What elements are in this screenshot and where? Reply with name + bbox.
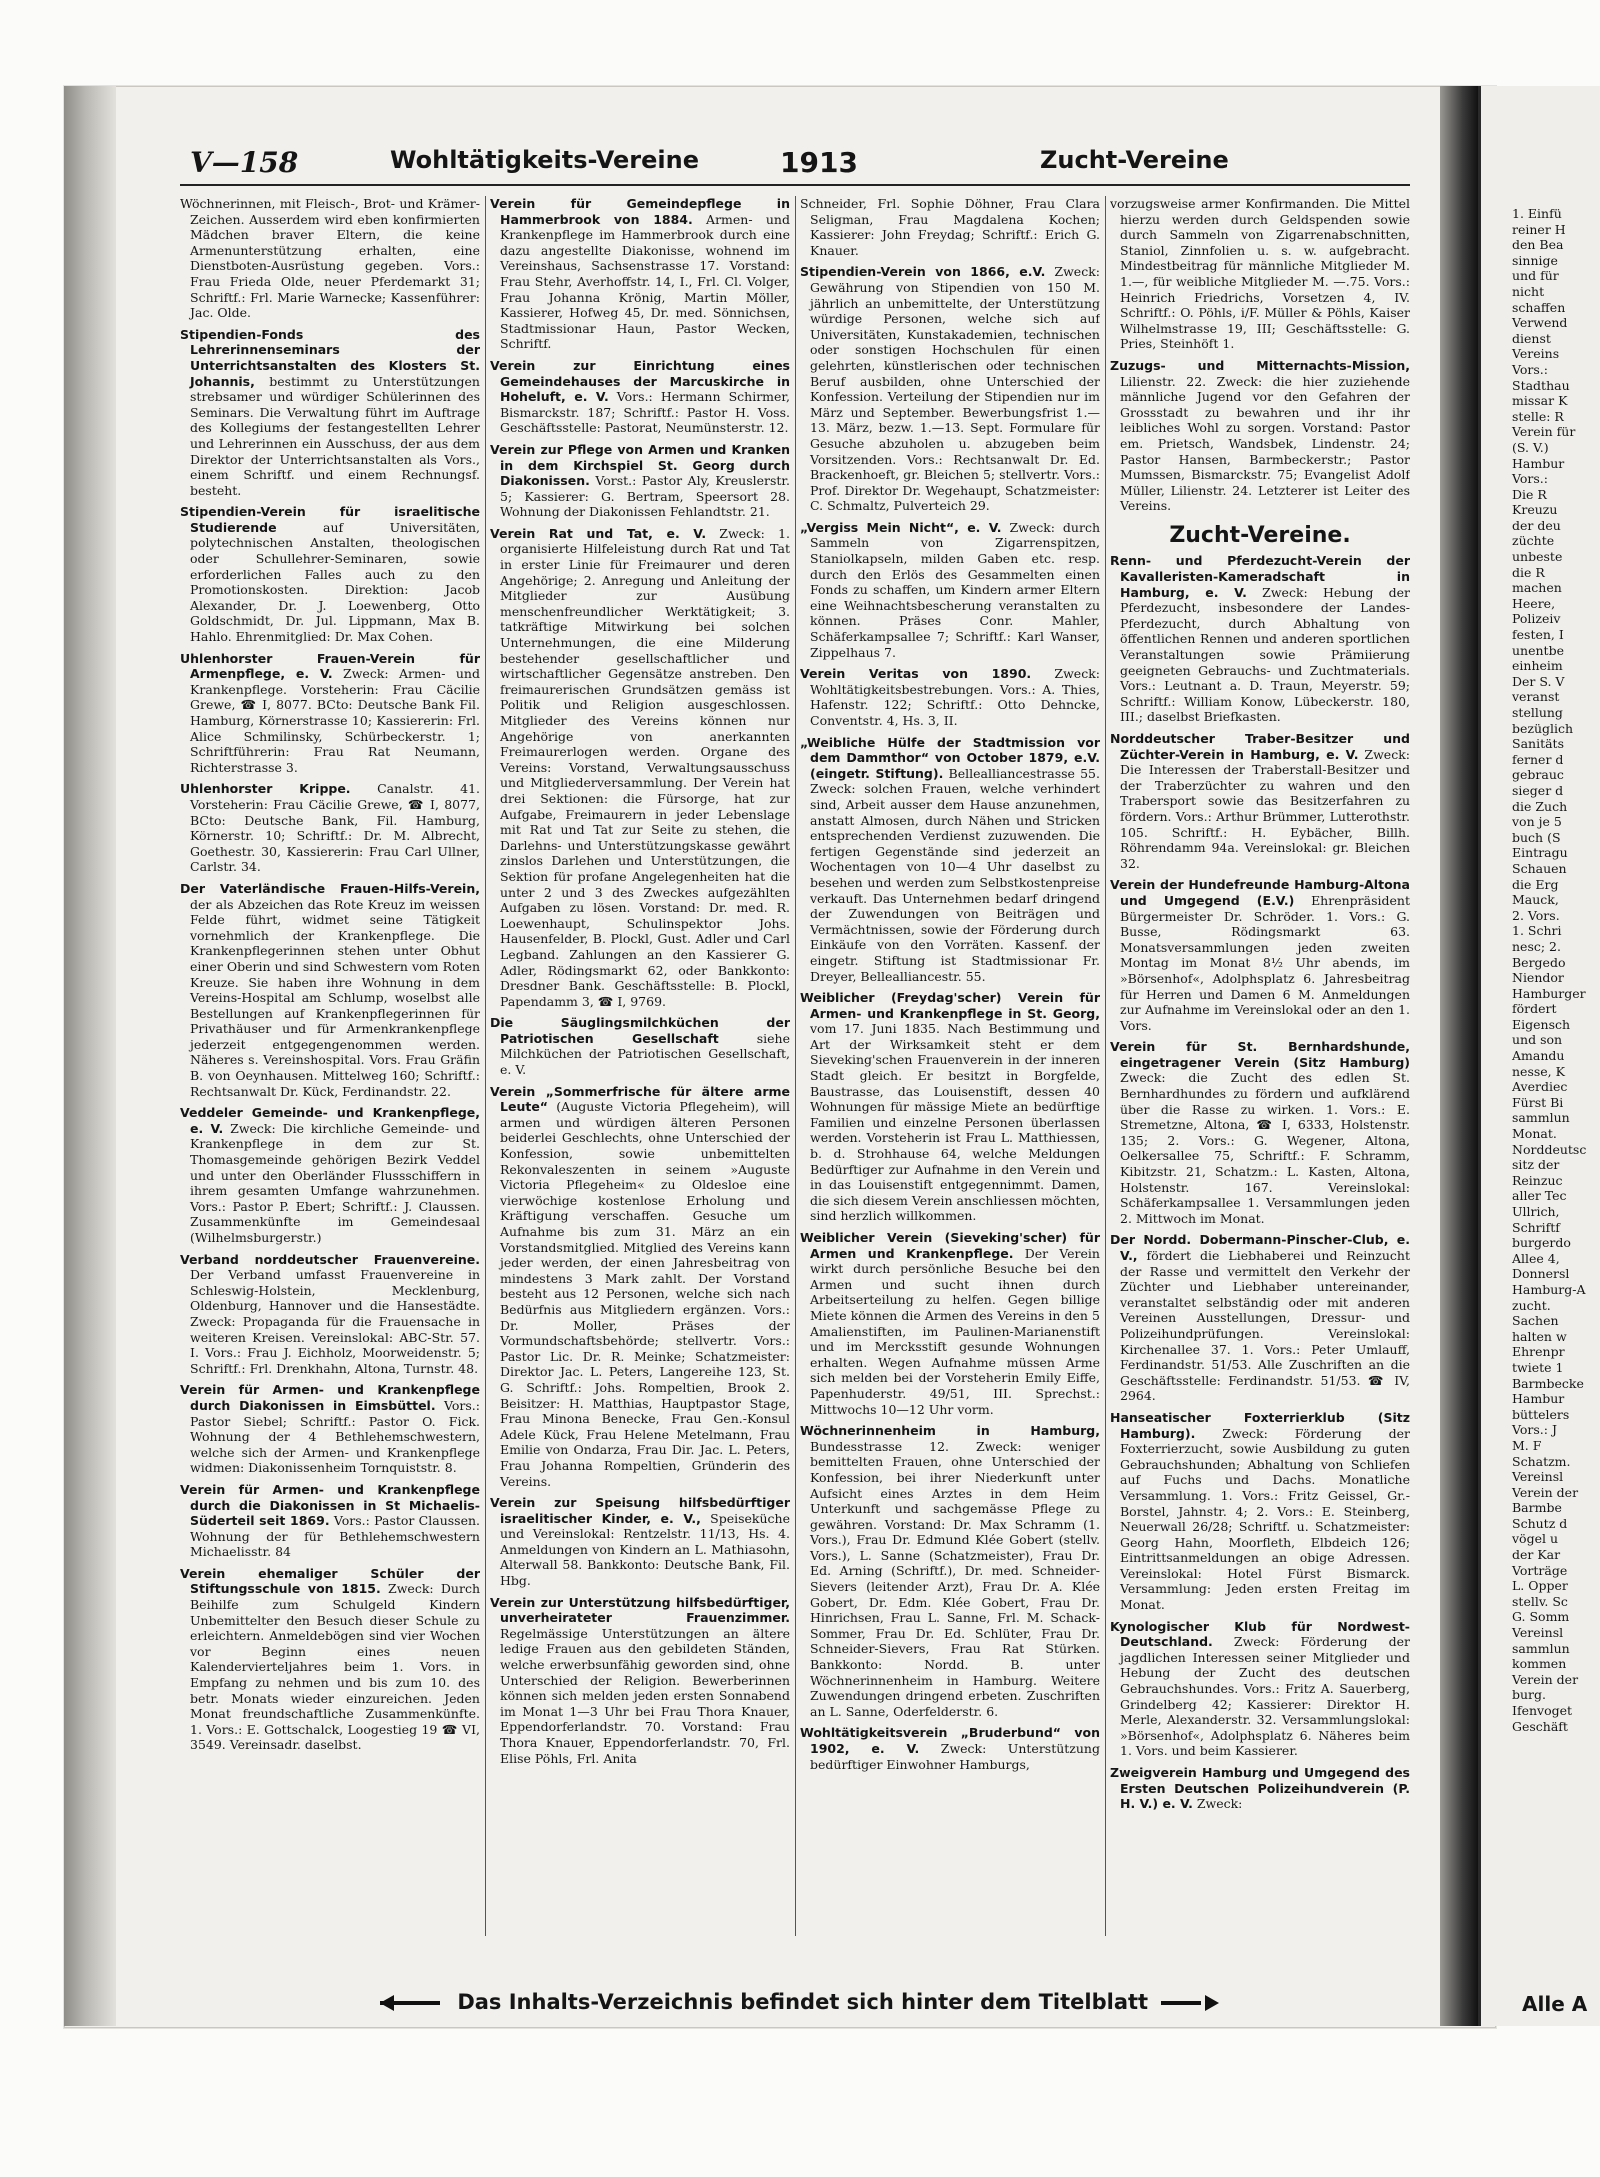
directory-entry (1110, 1765, 1410, 1812)
page-number: V—158 (190, 146, 299, 179)
fragment-line: Vorträge (1512, 1562, 1568, 1578)
entry-title: Stipendien-Fonds des Lehrerinnenseminars der Unterrichtsanstalten des Klosters St. Johannis, (180, 326, 480, 389)
entry-title: Wohltätigkeitsverein „Bruderbund“ von 1902, e. V. (800, 1725, 1100, 1756)
entry-title: Renn- und Pferdezucht-Verein der Kavalleristen-Kameradschaft in Hamburg, e. V. (1110, 553, 1410, 600)
footer-text: Das Inhalts-Verzeichnis befindet sich hinter dem Titelblatt (457, 1990, 1149, 2014)
fragment-line: Allee 4, (1512, 1250, 1560, 1266)
directory-entry (800, 990, 1100, 1224)
fragment-line: Barmbe (1512, 1500, 1562, 1516)
entry-title: Verein zur Unterstützung hilfsbedürftiger, unverheirateter Frauenzimmer. (490, 1594, 790, 1626)
directory-entry (800, 735, 1100, 985)
entry-title: Verein zur Einrichtung eines Gemeindehauses der Marcuskirche in Hoheluft, e. V. (490, 357, 790, 405)
fragment-line: Mauck, (1512, 892, 1559, 908)
fragment-line: Kreuzu (1512, 502, 1558, 518)
fragment-line: Bergedo (1512, 954, 1566, 970)
entry-body: Ehrenpräsident Bürgermeister Dr. Schröder. 1. Vors.: G. Busse, Rödingsmarkt 63. Monatsversammlungen jeden zweiten Montag im Monat 8½ Uhr abends, im »Börsenhof«, Adolphsplatz 6. Jahresbeitrag für Herren und Damen 6 M. Anmeldungen zur Aufnahme im Vereinslokal oder an den 1. Vors. (1120, 892, 1410, 1033)
fragment-line: den Bea (1512, 237, 1564, 253)
fragment-line: buch (S (1512, 829, 1561, 845)
entry-title: Der Vaterländische Frauen-Hilfs-Verein, (180, 880, 480, 896)
directory-entry (180, 1482, 480, 1560)
fragment-line: kommen (1512, 1656, 1567, 1672)
fragment-line: Sachen (1512, 1313, 1559, 1329)
fragment-line: sitz der (1512, 1157, 1560, 1173)
directory-entry (180, 1382, 480, 1476)
fragment-line: von je 5 (1512, 814, 1562, 830)
entry-body: Zweck: die Zucht des edlen St. Bernhardhundes zu fördern und aufklärend über die Rasse zu wirken. 1. Vors.: E. Stremetzne, Altona, ☎ I, 6333, Holstenstr. 135; 2. Vors.: G. Wegener, Altona, Oelkersallee 75, Schriftf.: F. Schramm, Kibitzstr. 21, Schatzm.: L. Kasten, Altona, Holstenstr. 167. Vereinslokal: Schäferkampsallee 1. Versammlungen jeden 2. Mittwoch im Monat. (1120, 1070, 1410, 1226)
directory-entry (1110, 731, 1410, 871)
directory-entry (180, 881, 480, 1099)
entry-body: Canalstr. 41. Vorsteherin: Frau Cäcilie Grewe, ☎ I, 8077, BCto: Deutsche Bank, Fil. Hamburg, Körnerstr. 10; Schriftf.: Dr. M. Albrecht, Goethestr. 30, Kassiererin: Frau Carl Ullner, Carlstr. 34. (190, 781, 480, 875)
entry-title: Verein für Armen- und Krankenpflege durch Diakonissen in Eimsbüttel. (180, 1382, 480, 1413)
fragment-line: Die R (1512, 486, 1547, 502)
entry-body: Wöchnerinnen, mit Fleisch-, Brot- und Krämer-Zeichen. Ausserdem wird eben konfirmierten Mädchen braver Eltern, die keine Armenunterstützung erhalten, eine Dienstboten-Ausrüstung gegeben. Vors.: Frau Frieda Olde, neuer Pferdemarkt 31; Schriftf.: Frl. Marie Warnecke; Kassenführer: Jac. Olde. (180, 196, 480, 321)
fragment-line: dienst (1512, 330, 1551, 346)
entry-title: Verein für St. Bernhardshunde, eingetragener Verein (Sitz Hamburg) (1110, 1039, 1410, 1070)
fragment-line: Hambur (1512, 1391, 1565, 1407)
directory-entry (180, 196, 480, 321)
fragment-line: Eintragu (1512, 845, 1568, 861)
fragment-line: Schatzm. (1512, 1453, 1571, 1469)
fragment-line: Heere, (1512, 595, 1556, 611)
fragment-line: Sanitäts (1512, 736, 1564, 752)
fragment-line: stellv. Sc (1512, 1593, 1568, 1609)
entry-title: Verein ehemaliger Schüler der Stiftungsschule von 1815. (180, 1565, 480, 1597)
entry-title: Weiblicher Verein (Sieveking'scher) für Armen und Krankenpflege. (800, 1230, 1100, 1261)
entry-title: Die Säuglingsmilchküchen der Patriotischen Gesellschaft (490, 1015, 790, 1046)
entry-body: Zweck: Hebung der Pferdezucht, insbesondere der Landes-Pferdezucht, durch Abhaltung von öffentlichen Rennen und anderen sportlichen Veranstaltungen sowie Prämiierung geeigneten Gebrauchs- und Zuchtmaterials. Vors.: Leutnant a. D. Traun, Meyerstr. 59; Schriftf.: William Konow, Lübeckerstr. 180, III.; daselbst Briefkasten. (1120, 584, 1410, 725)
entry-body: vorzugsweise armer Konfirmanden. Die Mittel hierzu werden durch Geldspenden sowie durch Sammeln von Zigarrenabschnitten, Staniol, Zinnfolien u. s. w. aufgebracht. Mindestbeitrag für männliche Mitglieder M. 1.—, für weibliche Mitglieder M. —.75. Vors.: Heinrich Friedrichs, Vorsetzen 4, IV. Schriftf.: O. Pöhls, i/F. Müller & Pöhls, Kaiser Wilhelmstrasse 19, III; Geschäftsstelle: G. Pries, Steinhöft 1. (1110, 196, 1410, 352)
entry-title: Veddeler Gemeinde- und Krankenpflege, e. V. (180, 1105, 480, 1136)
fragment-line: Donnersl (1512, 1266, 1570, 1282)
fragment-line: Vors.: (1512, 361, 1548, 377)
entry-title: Kynologischer Klub für Nordwest-Deutschland. (1110, 1618, 1410, 1650)
directory-entry (490, 196, 790, 352)
column-divider (795, 196, 796, 1936)
column-divider (485, 196, 486, 1936)
entry-body: Zweck: durch Sammeln von Zigarrenspitzen, Staniolkapseln, milden Gaben etc. resp. durch den Erlös des Gesammelten einen Fonds zu schaffen, um Kindern armer Eltern eine Weihnachtsbescherung veranstalten zu können. Präses Conr. Mahler, Schäferkampsallee 7; Schriftf.: Karl Wanser, Zippelhaus 7. (810, 519, 1100, 660)
entry-title: Verein Veritas von 1890. (800, 666, 1032, 682)
entry-title: Weiblicher (Freydag'scher) Verein für Armen- und Krankenpflege in St. Georg, (800, 990, 1100, 1021)
fragment-line: missar K (1512, 393, 1568, 409)
directory-entry (1110, 1232, 1410, 1404)
fragment-line: unbeste (1512, 549, 1563, 565)
entry-title: Hanseatischer Foxterrierklub (Sitz Hamburg). (1110, 1409, 1410, 1441)
fragment-line: der deu (1512, 517, 1561, 533)
directory-entry (490, 526, 790, 1009)
entry-body: Zweck: Die kirchliche Gemeinde- und Krankenpflege in dem zur St. Thomasgemeinde gehörigen Bezirk Veddel und unter den Oberländer Flussschiffern in ihrem gesamten Umfange wahrzunehmen. Vors.: Pastor P. Ebert; Schriftf.: J. Claussen. Zusammenkünfte im Gemeindesaal (Wilhelmsburgerstr.) (190, 1120, 480, 1245)
fragment-line: sammlun (1512, 1640, 1570, 1656)
entry-title: Uhlenhorster Frauen-Verein für Armenpflege, e. V. (180, 650, 480, 682)
fragment-line: Niendor (1512, 970, 1564, 986)
fragment-line: Schriftf (1512, 1219, 1560, 1235)
fragment-line: sammlun (1512, 1110, 1570, 1126)
directory-entry (490, 1084, 790, 1489)
fragment-line: fördert (1512, 1001, 1557, 1017)
header-rule (180, 184, 1410, 186)
entry-title: „Weibliche Hülfe der Stadtmission vor dem Dammthor“ von October 1879, e.V. (eingetr. Stiftung). (800, 734, 1100, 781)
fragment-line: einheim (1512, 658, 1563, 674)
page-gutter (1440, 86, 1478, 2026)
entry-body: Lilienstr. 22. Zweck: die hier zuziehende männliche Jugend vor den Gefahren der Grossstadt zu bewahren und ihr ihr leibliches Wohl zu sorgen. Vorstand: Pastor em. Prietsch, Wandsbek, Lindenstr. 24; Pastor Hansen, Barmbeckerstr.; Pastor Mumssen, Bismarckstr. 75; Evangelist Adolf Müller, Lilienstr. 24. Letzterer ist Leiter des Vereins. (1120, 373, 1410, 514)
pointing-hand-right-icon (1155, 1997, 1225, 2009)
fragment-line: 2. Vors. (1512, 907, 1560, 923)
fragment-line: aller Tec (1512, 1188, 1567, 1204)
entry-title: Norddeutscher Traber-Besitzer und Züchter-Verein in Hamburg, e. V. (1110, 731, 1410, 762)
entry-title: Verein zur Speisung hilfsbedürftiger israelitischer Kinder, e. V., (490, 1495, 790, 1526)
fragment-line: Eigensch (1512, 1016, 1571, 1032)
directory-entry (1110, 553, 1410, 725)
entry-title: Verein der Hundefreunde Hamburg-Altona und Umgegend (E.V.) (1110, 877, 1410, 908)
entry-body: bestimmt zu Unterstützungen strebsamer und würdiger Schülerinnen des Seminars. Die Verwaltung führt im Auftrage des Kollegiums der festangestellten Lehrer und Lehrerinnen ein Ausschuss, der aus dem Direktor der Unterrichtsanstalten als Vors., einem Schriftf. und einem Rechnungsf. besteht. (190, 373, 480, 498)
entry-body: Zweck: Durch Beihilfe zum Schulgeld Kindern Unbemittelter den Besuch dieser Schule zu erleichtern. Anmeldebögen sind vier Wochen vor Beginn eines neuen Kalendervierteljahres beim 1. Vors. in Empfang zu nehmen und bis zum 10. des betr. Monats wieder einzureichen. Jeden Monat freundschaftliche Zusammenkünfte. 1. Vors.: E. Gottschalck, Loogestieg 19 ☎ VI, 3549. Vereinsadr. daselbst. (190, 1581, 480, 1753)
fragment-line: twiete 1 (1512, 1359, 1564, 1375)
fragment-line: Norddeutsc (1512, 1141, 1587, 1157)
fragment-line: Schutz d (1512, 1515, 1568, 1531)
entry-title: Stipendien-Verein von 1866, e.V. (800, 264, 1046, 280)
entry-body: der als Abzeichen das Rote Kreuz im weissen Felde führt, widmet seine Tätigkeit vornehmlich der Krankenpflege. Die Krankenpflegerinnen stehen unter Obhut einer Oberin und sind Schwestern vom Roten Kreuze. Sie haben ihre Wohnung in dem Vereins-Hospital am Schlump, woselbst alle Bestellungen auf Krankenpflegerinnen für Privathäuser und für Armenkrankenpflege jederzeit entgegengenommen werden. Näheres s. Vereinshospital. Vors. Frau Gräfin B. von Oeynhausen. Mittelweg 160; Schriftf.: Rechtsanwalt Dr. Kück, Ferdinandstr. 22. (190, 896, 480, 1099)
fragment-line: und son (1512, 1032, 1563, 1048)
fragment-line: Barmbecke (1512, 1375, 1584, 1391)
entry-title: Zweigverein Hamburg und Umgegend des Ersten Deutschen Polizeihundverein (P. H. V.) e. V. (1110, 1765, 1410, 1812)
fragment-line: Verein der (1512, 1671, 1579, 1687)
fragment-line: Vereinsl (1512, 1625, 1564, 1641)
fragment-line: schaffen (1512, 299, 1566, 315)
directory-entry (180, 504, 480, 644)
fragment-line: burgerdo (1512, 1235, 1571, 1251)
fragment-line: Polizeiv (1512, 611, 1561, 627)
fragment-line: reiner H (1512, 221, 1566, 237)
entry-body: Zweck: Gewährung von Stipendien von 150 M. jährlich an unbemittelte, der Unterstützung würdige Personen, welche sich auf Universitäten, Kunstakademien, technischen oder sonstigen Hochschulen für einen gelehrten, künstlerischen oder technischen Beruf ausbilden, ohne Unterschied der Konfession. Verteilung der Stipendien nur im März und September. Bewerbungsfrist 1.—13. März, bezw. 1.—13. Sept. Formulare für Gesuche abzuholen u. abzugeben beim Vorsitzenden. Vors.: Rechtsanwalt Dr. Ed. Brackenhoeft, gr. Bleichen 5; stellvertr. Vors.: Prof. Direktor Dr. Wegehaupt, Schatzmeister: C. Schmaltz, Pulverteich 29. (810, 264, 1100, 514)
entry-body: Armen- und Krankenpflege im Hammerbrook durch eine dazu angestellte Diakonisse, wohnend im Vereinshaus, Sachsenstrasse 17. Vorstand: Frau Stehr, Averhoffstr. 14, I., Frl. Cl. Volger, Frau Johanna Krönig, Martin Möller, Kassierer, Hofweg 45, Dr. med. Sönnichsen, Stadtmissionar Haun, Pastor Wecken, Schriftf. (500, 211, 790, 352)
entry-body: Zweck: (1196, 1796, 1243, 1812)
fragment-line: halten w (1512, 1328, 1567, 1344)
pointing-hand-left-icon (380, 1997, 450, 2009)
directory-entry (490, 1595, 790, 1767)
page-footer (380, 1990, 1280, 2014)
entry-body: Zweck: Armen- und Krankenpflege. Vorsteherin: Frau Cäcilie Grewe, ☎ I, 8077. BCto: Deutsche Bank Fil. Hamburg, Körnerstrasse 10; Kassiererin: Frl. Alice Schmilinsky, Schürbeckerstr. 1; Schriftführerin: Frau Rat Neumann, Richterstrasse 3. (190, 666, 480, 775)
fragment-line: Reinzuc (1512, 1172, 1563, 1188)
column-divider (1105, 196, 1106, 1936)
directory-entry (1110, 1039, 1410, 1226)
entry-body: Vors.: Pastor Siebel; Schriftf.: Pastor O. Fick. Wohnung der 4 Bethlehemschwestern, welche sich der Armen- und Krankenpflege widmen: Diakonissenheim Tornquiststr. 8. (190, 1397, 480, 1476)
fragment-line: machen (1512, 580, 1562, 596)
text-column-3 (800, 196, 1100, 1946)
fragment-line: Verein für (1512, 424, 1576, 440)
entry-body: auf Universitäten, polytechnischen Anstalten, theologischen oder Schullehrer-Seminaren, sowie erforderlichen Falles auch zu den Promotionskosten. Direktion: Jacob Alexander, Dr. J. Loewenberg, Otto Goldschmidt, Dr. Jul. Lippmann, Max B. Hahlo. Ehrenmitglied: Dr. Max Cohen. (190, 519, 480, 645)
entry-body: Vors.: Pastor Claussen. Wohnung der für Bethlehemschwestern Michaelisstr. 84 (190, 1513, 480, 1560)
entry-body: Bellealliancestrasse 55. Zweck: solchen Frauen, welche verhindert sind, Arbeit ausser dem Hause anzunehmen, anstatt Almosen, durch Nähen und Stricken entsprechenden Verdienst zuzuwenden. Die fertigen Gegenstände sind jederzeit an Wochentagen von 10—4 Uhr daselbst zu besehen und werden zum Selbstkostenpreise verkauft. Das Unternehmen bedarf dringend der Zuwendungen von Beiträgen und Vermächtnissen, sowie der Förderung durch Einkäufe von den Vorräten. Kassenf. der eingetr. Stiftung ist Stadtmissionar Fr. Dreyer, Bellealliancestr. 55. (810, 765, 1100, 984)
entry-body: Zweck: Wohltätigkeitsbestrebungen. Vors.: A. Thies, Hafenstr. 122; Schriftf.: Otto Dehncke, Conventstr. 4, Hs. 3, II. (810, 666, 1100, 728)
entry-body: Schneider, Frl. Sophie Döhner, Frau Clara Seligman, Frau Magdalena Kochen; Kassierer: John Freydag; Schriftf.: Erich G. Knauer. (800, 196, 1100, 258)
entry-body: Vors.: Hermann Schirmer, Bismarckstr. 187; Schriftf.: Pastor H. Voss. Geschäftsstelle: Pastorat, Neumünsterstr. 12. (500, 389, 790, 436)
directory-entry (1110, 1619, 1410, 1759)
fragment-line: bezüglich (1512, 720, 1574, 736)
entry-body: (Auguste Victoria Pflegeheim), will armen und würdigen älteren Personen beiderlei Geschlechts, ohne Unterschied der Konfession, sowie unbemittelten Rekonvaleszenten in seinem »Auguste Victoria Pflegeheim« zu Oldesloe eine vierwöchige kostenlose Erholung und Kräftigung verschaffen. Gesuche um Aufnahme bis zum 31. März an ein Vorstandsmitglied. Mitglied des Vereins kann jeder werden, der einen Jahresbeitrag von mindestens 3 Mark zahlt. Der Vorstand besteht aus 12 Personen, welche sich nach Bedürfnis aus Mitgliedern ergänzen. Vors.: Dr. Moller, Präses der Vormundschaftsbehörde; stellvertr. Vors.: Pastor Lic. Dr. R. Meinke; Schatzmeister: Direktor Jac. L. Peters, Langereihe 123, St. G. Schriftf.: Johs. Rompeltien, Brook 2. Beisitzer: H. Matthias, Hauptpastor Stage, Frau Minona Benecke, Frau Gen.-Konsul Adele Kück, Frau Helene Metelmann, Frau Emilie von Ondarza, Frau Dir. Jac. L. Peters, Frau Johanna Rompeltien, Gründerin des Vereins. (500, 1099, 790, 1489)
fragment-line: vögel u (1512, 1531, 1559, 1547)
directory-entry (490, 442, 790, 520)
entry-title: Wöchnerinnenheim in Hamburg, (800, 1423, 1100, 1439)
directory-entry (800, 1423, 1100, 1719)
fragment-line: Ullrich, (1512, 1204, 1560, 1219)
fragment-line: zucht. (1512, 1297, 1551, 1313)
directory-entry (1110, 196, 1410, 352)
text-column-2 (490, 196, 790, 1946)
directory-entry (1110, 1410, 1410, 1613)
fragment-line: der Kar (1512, 1547, 1561, 1563)
fragment-line: Geschäft (1512, 1718, 1568, 1734)
directory-entry (800, 1230, 1100, 1417)
text-column-1 (180, 196, 480, 1946)
entry-body: fördert die Liebhaberei und Reinzucht der Rasse und vermittelt den Verkehr der Züchter und Liebhaber untereinander, veranstaltet selbständig oder mit anderen Vereinen Ausstellungen, Dressur- und Polizeihundprüfungen. Vereinslokal: Kirchenallee 37. 1. Vors.: Peter Umlauff, Ferdinandstr. 51/53. Alle Zuschriften an die Geschäftsstelle: Ferdinandstr. 51/53. ☎ IV, 2964. (1120, 1248, 1410, 1404)
directory-entry (180, 1105, 480, 1245)
entry-title: Zuzugs- und Mitternachts-Mission, (1110, 357, 1410, 373)
fragment-line: sinnige (1512, 252, 1558, 268)
fragment-line: Stadthau (1512, 377, 1570, 393)
entry-body: Zweck: Unterstützung bedürftiger Einwohner Hamburgs, (810, 1741, 1100, 1772)
fragment-line: 1. Einfü (1512, 206, 1562, 221)
fragment-line: Ifenvoget (1512, 1703, 1573, 1718)
section-heading: Zucht-Vereine. (1169, 522, 1351, 548)
fragment-line: veranst (1512, 689, 1560, 705)
fragment-line: Verwend (1512, 315, 1568, 331)
entry-body: siehe Milchküchen der Patriotischen Gesellschaft, e. V. (500, 1030, 790, 1078)
fragment-line: Amandu (1512, 1048, 1565, 1064)
fragment-line: burg. (1512, 1687, 1547, 1703)
fragment-line: büttelers (1512, 1406, 1570, 1422)
fragment-line: G. Somm (1512, 1609, 1570, 1625)
fragment-line: Hamburg-A (1512, 1281, 1586, 1297)
fragment-line: stellung (1512, 705, 1563, 720)
text-column-4 (1110, 196, 1410, 1946)
entry-body: Zweck: 1. organisierte Hilfeleistung durch Rat und Tat in erster Linie für Freimaurer und deren Angehörige; 2. Anregung und Anleitung der Mitglieder zur Ausübung menschenfreundlicher Werktätigkeit; 3. tatkräftige Mitwirkung bei solchen Unternehmungen, die eine Milderung bestehender gesellschaftlicher und wirtschaftlicher Gegensätze anstreben. Den freimaurerischen Grundsätzen gemäss ist Politik und Religion ausgeschlossen. Mitglieder des Vereins können nur Angehörige von anerkannten Freimaurerlogen werden. Organe des Vereins: Vorstand, Verwaltungsausschuss und Mitgliederversammlung. Der Verein hat drei Sektionen: die Fürsorge, hat zur Aufgabe, Freimaurern in jeder Lebenslage mit Rat und Tat zur Seite zu stehen, die Darlehns- und Unterstützungskasse gewährt zinslos Darlehen und Unterstützungen, die Sektion für profane Angelegenheiten hat die unter 2 und 3 des Zweckes aufgezählten Aufgaben zu lösen. Vorstand: Dr. med. R. Loewenhaupt, Schulinspektor Johs. Hausenfelder, B. Plockl, Gust. Adler und Carl Legband. Zahlungen an den Kassierer G. Adler, Rödingsmarkt 62, oder Bankkonto: Dresdner Bank. Geschäftsstelle: B. Plockl, Papendamm 3, ☎ I, 9769. (500, 525, 790, 1009)
entry-body: Der Verband umfasst Frauenvereine in Schleswig-Holstein, Mecklenburg, Oldenburg, Hannover und die Hansestädte. Zweck: Propaganda für die Frauensache in weiteren Kreisen. Vereinslokal: ABC-Str. 57. I. Vors.: Frau J. Eichholz, Moorweidenstr. 5; Schriftf.: Frl. Drenkhahn, Altona, Turnstr. 48. (190, 1267, 480, 1376)
fragment-line: Schauen (1512, 860, 1567, 876)
fragment-line: Vors.: J (1512, 1422, 1557, 1438)
directory-entry (180, 651, 480, 776)
directory-entry (490, 1015, 790, 1077)
fragment-line: sieger d (1512, 782, 1564, 798)
fragment-line: Der S. V (1512, 673, 1565, 689)
fragment-line: züchte (1512, 533, 1555, 549)
fragment-line: die Erg (1512, 876, 1559, 892)
fragment-line: Verein der (1512, 1484, 1579, 1500)
fragment-line: gebrauc (1512, 767, 1564, 783)
fragment-line: Vereinsl (1512, 1469, 1564, 1485)
fragment-line: L. Opper (1512, 1578, 1568, 1594)
entry-body: Zweck: Die Interessen der Traberstall-Besitzer und der Traberzüchter zu wahren und den Trabersport sowie das Besitzerfahren zu fördern. Vors.: Arthur Brümmer, Lutterothstr. 105. Schriftf.: H. Eybächer, Billh. Röhrendamm 94a. Vereinslokal: gr. Bleichen 32. (1120, 746, 1410, 871)
entry-title: Der Nordd. Dobermann-Pinscher-Club, e. V., (1110, 1232, 1410, 1263)
directory-entry (180, 1566, 480, 1753)
entry-title: Verein für Gemeindepflege in Hammerbrook von 1884. (490, 196, 790, 227)
fragment-line: ferner d (1512, 751, 1564, 767)
entry-body: Der Verein wirkt durch persönliche Besuche bei den Armen und sucht ihnen durch Arbeitserteilung zu helfen. Gegen billige Miete können die Armen des Vereins in den 5 Amalienstiften, im Paulinen-Marianenstift und im Mercksstift gesunde Wohnungen erhalten. Wegen Aufnahme müssen Arme sich melden bei der Vorsteherin Emily Eiffe, Papenhuderstr. 49/51, III. Sprechst.: Mittwochs 10—12 Uhr vorm. (810, 1245, 1100, 1417)
entry-title: „Vergiss Mein Nicht“, e. V. (800, 519, 1002, 535)
entry-title: Stipendien-Verein für israelitische Studierende (180, 504, 480, 535)
directory-entry (800, 666, 1100, 728)
directory-entry (1110, 358, 1410, 514)
fragment-line: Hamburger (1512, 985, 1586, 1001)
section-title-left: Wohltätigkeits-Vereine (390, 146, 699, 174)
adjacent-page-footer: Alle A (1522, 1992, 1588, 2016)
fragment-line: Hambur (1512, 455, 1565, 471)
fragment-line: M. F (1512, 1437, 1542, 1453)
directory-entry (800, 520, 1100, 660)
adjacent-page-fragment (1512, 206, 1600, 1734)
fragment-line: Monat. (1512, 1126, 1557, 1142)
fragment-line: 1. Schri (1512, 923, 1562, 939)
directory-entry (800, 1725, 1100, 1772)
entry-title: Verein für Armen- und Krankenpflege durch die Diakonissen in St Michaelis-Süderteil seit 1869. (180, 1481, 480, 1529)
entry-title: Verein Rat und Tat, e. V. (490, 525, 707, 541)
year-label: 1913 (780, 146, 858, 179)
fragment-line: Fürst Bi (1512, 1094, 1564, 1110)
fragment-line: die R (1512, 564, 1545, 580)
fragment-line: und für (1512, 268, 1559, 284)
entry-body: Zweck: Förderung der Foxterrierzucht, sowie Ausbildung zu guten Gebrauchshunden; Abhaltung von Schliefen auf Fuchs und Dachs. Monatliche Versammlung. 1. Vors.: Fritz Geissel, Gr.-Borstel, Jahnstr. 4; 2. Vors.: E. Steinberg, Neuerwall 26/28; Schriftf. u. Schatzmeister: Georg Hahn, Moorfleth, Elbdeich 126; Eintrittsanmeldungen an obige Adressen. Vereinslokal: Hotel Fürst Bismarck. Versammlung: Jeden ersten Freitag im Monat. (1120, 1425, 1410, 1613)
fragment-line: Averdiec (1512, 1079, 1568, 1095)
directory-entry (490, 1495, 790, 1589)
fragment-line: nesse, K (1512, 1063, 1565, 1079)
directory-entry (800, 264, 1100, 514)
book-spine-shadow (64, 86, 116, 2026)
entry-title: Verein „Sommerfrische für ältere arme Leute“ (490, 1083, 790, 1115)
fragment-line: Vereins (1512, 346, 1560, 362)
fragment-line: unentbe (1512, 642, 1564, 658)
entry-title: Verband norddeutscher Frauenvereine. (180, 1251, 480, 1267)
fragment-line: nesc; 2. (1512, 938, 1561, 954)
section-title-right: Zucht-Vereine (1040, 146, 1229, 174)
entry-title: Uhlenhorster Krippe. (180, 781, 351, 797)
entry-body: Regelmässige Unterstützungen an ältere ledige Frauen aus den gebildeten Ständen, welche erwerbsunfähig geworden sind, ohne Unterschied der Religion. Bewerberinnen können sich melden jeden ersten Sonnabend im Monat 1—3 Uhr bei Frau Thora Knauer, Eppendorferlandstr. 70. Vorstand: Frau Thora Knauer, Eppendorferlandstr. 70, Frl. Elise Pöhls, Frl. Anita (500, 1625, 790, 1766)
entry-body: vom 17. Juni 1835. Nach Bestimmung und Art der Wirksamkeit steht er dem Sieveking'schen Frauenverein in der inneren Stadt gleich. Er besitzt in Borgfelde, Baustrasse, das Louisenstift, dessen 40 Wohnungen für mässige Miete an bedürftige Familien und einzelne Personen überlassen werden. Vorsteherin ist Frau L. Matthiessen, b. d. Strohhause 64, welche Meldungen Bedürftiger zur Aufnahme in den Verein und in das Louisenstift entgegennimmt. Damen, die sich diesem Verein anschliessen möchten, sind herzlich willkommen. (810, 1021, 1100, 1224)
entry-title: Verein zur Pflege von Armen und Kranken in dem Kirchspiel St. Georg durch Diakonissen. (490, 441, 790, 489)
fragment-line: (S. V.) (1512, 439, 1549, 455)
fragment-line: Ehrenpr (1512, 1344, 1565, 1360)
directory-entry (180, 327, 480, 499)
fragment-line: festen, I (1512, 627, 1564, 643)
fragment-line: nicht (1512, 283, 1545, 299)
running-header (160, 146, 1400, 186)
fragment-line: Vors.: (1512, 471, 1548, 487)
entry-body: Vorst.: Pastor Aly, Kreuslerstr. 5; Kassierer: G. Bertram, Speersort 28. Wohnung der Diakonissen Fehlandtstr. 21. (500, 473, 790, 520)
fragment-line: die Zuch (1512, 798, 1568, 814)
directory-entry (180, 1252, 480, 1377)
directory-entry (180, 781, 480, 875)
entry-body: Speiseküche und Vereinslokal: Rentzelstr. 11/13, Hs. 4. Anmeldungen von Kindern an L. Mathiasohn, Alterwall 58. Bankkonto: Deutsche Bank, Fil. Hbg. (500, 1510, 790, 1589)
directory-entry (1110, 877, 1410, 1033)
directory-entry (490, 358, 790, 436)
entry-body: Zweck: Förderung der jagdlichen Interessen seiner Mitglieder und Hebung der Zucht des deutschen Gebrauchshundes. Vors.: Fritz A. Sauerberg, Grindelberg 42; Kassierer: Direktor H. Merle, Alexanderstr. 32. Versammlungslokal: »Börsenhof«, Adolphsplatz 6. Näheres beim 1. Vors. und beim Kassierer. (1120, 1634, 1410, 1759)
fragment-line: stelle: R (1512, 408, 1564, 424)
directory-entry (800, 196, 1100, 258)
entry-body: Bundesstrasse 12. Zweck: weniger bemittelten Frauen, ohne Unterschied der Konfession, bei ihrer Niederkunft unter Aufsicht eines Arztes in dem Heim Unterkunft und sachgemässe Pflege zu gewähren. Vorstand: Dr. Max Schramm (1. Vors.), Frau Dr. Edmund Klée Gobert (stellv. Vors.), L. Sanne (Schatzmeister), Frau Dr. Ed. Arning (Schriftf.), Dr. med. Schneider-Sievers (leitender Arzt), Frau Dr. A. Klée Gobert, Dr. Edm. Klée Gobert, Frau Dr. Hinrichsen, Frau L. Sanne, Frl. M. Schack-Sommer, Frau Dr. Ed. Schlüter, Frau Dr. Schneider-Sievers, Frau Rat Stürken. Bankkonto: Nordd. B. unter Wöchnerinnenheim in Hamburg. Weitere Zuwendungen dringend erbeten. Zuschriften an L. Sanne, Oderfelderstr. 6. (810, 1438, 1100, 1719)
